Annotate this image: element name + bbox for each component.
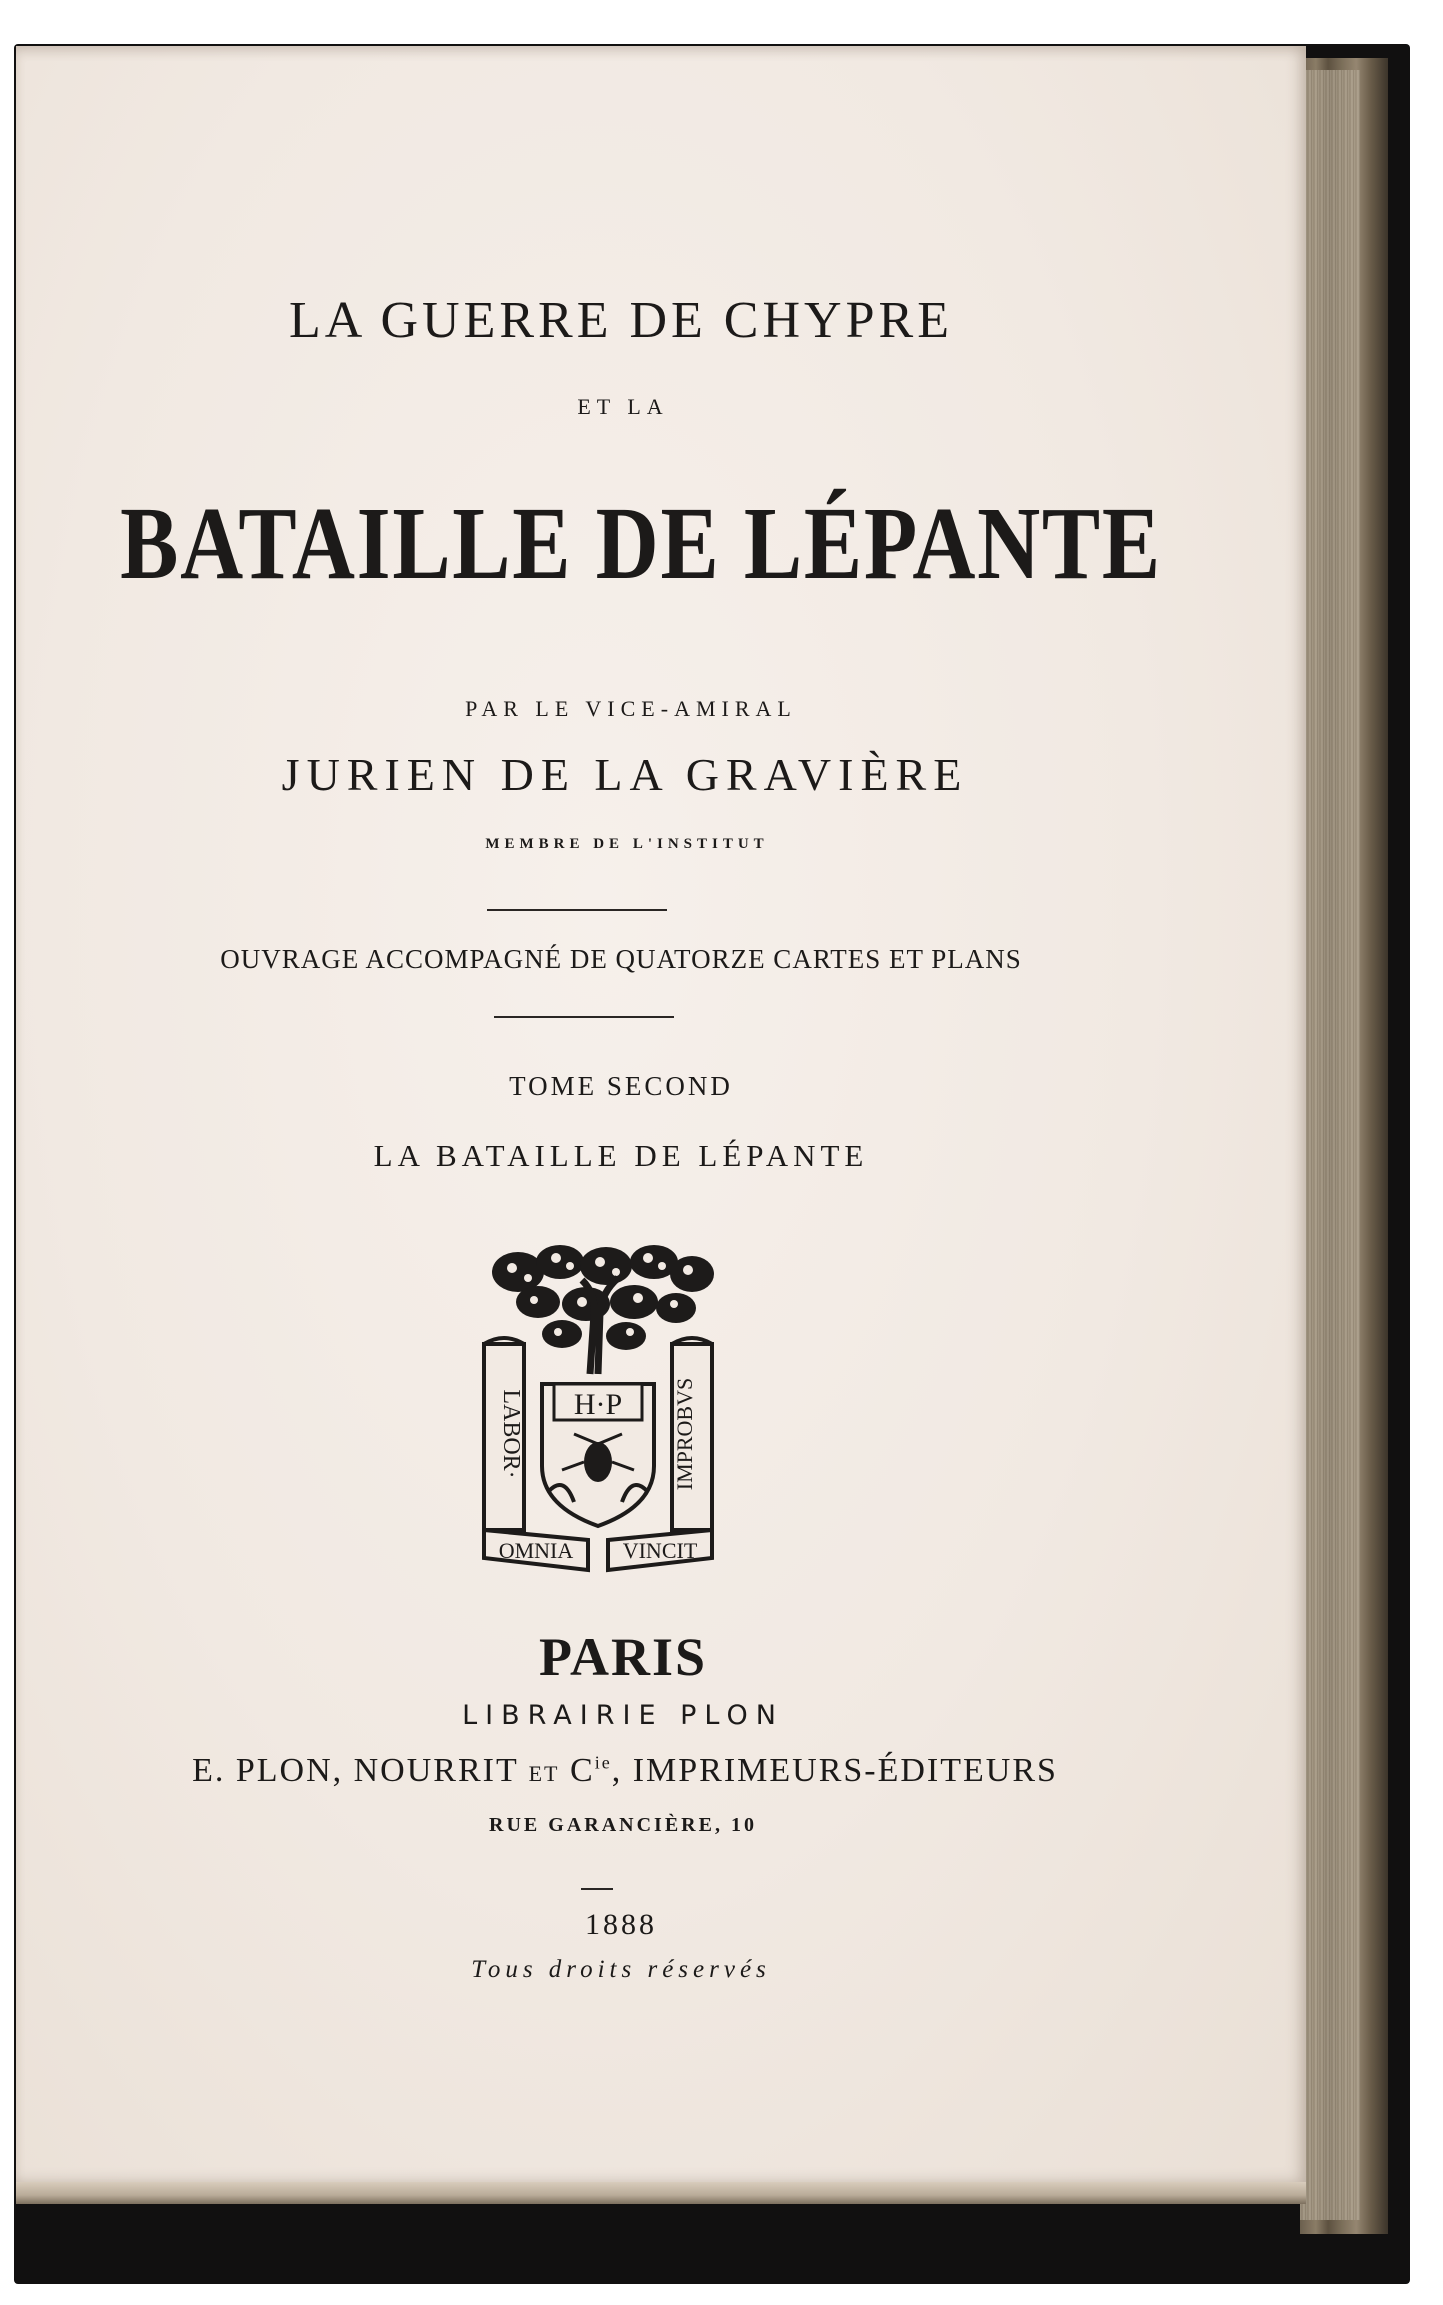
imprint-address: RUE GARANCIÈRE, 10 [489, 1814, 757, 1836]
divider-rule [487, 909, 667, 911]
title-page [16, 46, 1306, 2182]
page-bottom-edge [16, 2182, 1306, 2204]
imprint-publisher [0, 1752, 1270, 1790]
imprint-year: 1888 [585, 1908, 657, 1941]
publisher-name: E. PLON, NOURRIT [192, 1752, 519, 1789]
emblem-motto-right: IMPROBVS [672, 1377, 697, 1491]
author-intro: PAR LE VICE-AMIRAL [465, 696, 797, 721]
publisher-role: , IMPRIMEURS-ÉDITEURS [611, 1752, 1058, 1789]
printer-emblem-icon [478, 1244, 718, 1574]
page-edges [1300, 70, 1360, 2220]
emblem-motto-bottom-left: OMNIA [498, 1538, 574, 1563]
author-name: JURIEN DE LA GRAVIÈRE [281, 749, 969, 800]
publisher-c: C [570, 1752, 595, 1789]
volume-title: LA BATAILLE DE LÉPANTE [373, 1138, 869, 1173]
subtitle: OUVRAGE ACCOMPAGNÉ DE QUATORZE CARTES ET PLANS [220, 944, 1022, 974]
publisher-sup: ie [594, 1752, 612, 1773]
imprint-bookseller: LIBRAIRIE PLON [462, 1700, 784, 1731]
title-line-2: ET LA [577, 394, 669, 419]
volume-label: TOME SECOND [509, 1071, 733, 1101]
short-rule [581, 1888, 613, 1890]
imprint-city: PARIS [538, 1627, 708, 1687]
imprint-rights: Tous droits réservés [471, 1956, 771, 1983]
emblem-motto-left: LABOR· [498, 1389, 524, 1479]
main-title: BATAILLE DE LÉPANTE [120, 486, 1162, 601]
emblem-monogram: H·P [573, 1388, 623, 1421]
author-title: MEMBRE DE L'INSTITUT [485, 836, 769, 852]
publisher-et: ET [528, 1761, 560, 1786]
title-line-1: LA GUERRE DE CHYPRE [289, 292, 953, 349]
divider-rule [494, 1016, 674, 1018]
emblem-motto-bottom-right: VINCIT [622, 1538, 698, 1563]
